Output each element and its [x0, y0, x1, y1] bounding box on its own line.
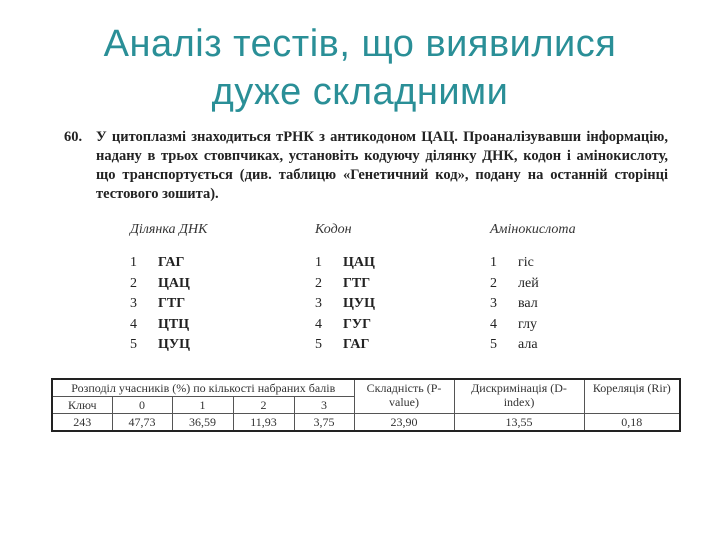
option-number: 5	[130, 337, 137, 352]
amino-acid-column-header: Амінокислота	[490, 222, 576, 237]
option-number: 3	[315, 296, 322, 311]
value-discrimination: 13,55	[454, 414, 584, 432]
option-number: 4	[315, 316, 322, 332]
correlation-header: Кореляція (Rir)	[584, 379, 680, 414]
option-number: 2	[315, 275, 322, 291]
slide-title-line-2: дуже складними	[211, 71, 509, 113]
option-number: 4	[130, 316, 137, 332]
option-value: ГТГ	[158, 296, 186, 311]
option-number: 2	[130, 275, 137, 291]
subheader-1: 1	[172, 397, 233, 414]
value-key: 243	[52, 414, 112, 432]
value-correlation: 0,18	[584, 414, 680, 432]
discrimination-header: Дискримінація (D-index)	[454, 379, 584, 414]
subheader-0: 0	[112, 397, 172, 414]
option-number: 2	[490, 275, 497, 291]
option-value: вал	[518, 296, 538, 311]
value-1: 36,59	[172, 414, 233, 432]
dna-segment-column-header: Ділянка ДНК	[130, 222, 208, 237]
stats-table	[51, 378, 681, 432]
value-difficulty: 23,90	[354, 414, 454, 432]
subheader-2: 2	[233, 397, 294, 414]
difficulty-header: Складність (P-value)	[354, 379, 454, 414]
option-number: 5	[315, 337, 322, 352]
option-value: ала	[518, 337, 538, 352]
option-number: 1	[315, 255, 322, 270]
option-value: ЦУЦ	[343, 296, 376, 311]
option-value: ГАГ	[158, 255, 185, 270]
option-number: 5	[490, 337, 497, 352]
option-value: глу	[518, 316, 538, 332]
option-value: ГАГ	[343, 337, 370, 352]
value-3: 3,75	[294, 414, 354, 432]
stats-value-row	[52, 414, 680, 432]
option-value: ЦАЦ	[343, 255, 375, 270]
slide-title	[0, 20, 720, 116]
subheader-key: Ключ	[52, 397, 112, 414]
option-number: 1	[490, 255, 497, 270]
option-number: 3	[490, 296, 497, 311]
slide-title-line-1: Аналіз тестів, що виявилися	[103, 23, 617, 65]
option-value: лей	[518, 275, 539, 291]
option-number: 1	[130, 255, 137, 270]
value-0: 47,73	[112, 414, 172, 432]
value-2: 11,93	[233, 414, 294, 432]
subheader-3: 3	[294, 397, 354, 414]
stats-header-row	[52, 379, 680, 397]
option-value: ЦАЦ	[158, 275, 190, 291]
codon-column-header: Кодон	[315, 222, 352, 237]
option-value: ЦУЦ	[158, 337, 191, 352]
question-number: 60.	[64, 129, 83, 145]
option-value: ЦТЦ	[158, 316, 190, 332]
option-value: гіс	[518, 255, 534, 270]
question-text: У цитоплазмі знаходиться тРНК з антикодоном ЦАЦ. Проаналізувавши інформацію, надану в трьох стовпчиках, установіть кодуючу ділянку ДНК, кодон і амінокислоту, що транспортується (див. таблицю «Генетичний код», подану на останній сторінці тестового зошита).	[96, 129, 668, 202]
option-value: ГТГ	[343, 275, 371, 291]
option-value: ГУГ	[343, 316, 372, 332]
option-number: 4	[490, 316, 497, 332]
option-number: 3	[130, 296, 137, 311]
distribution-header: Розподіл учасників (%) по кількості набраних балів	[52, 379, 354, 397]
